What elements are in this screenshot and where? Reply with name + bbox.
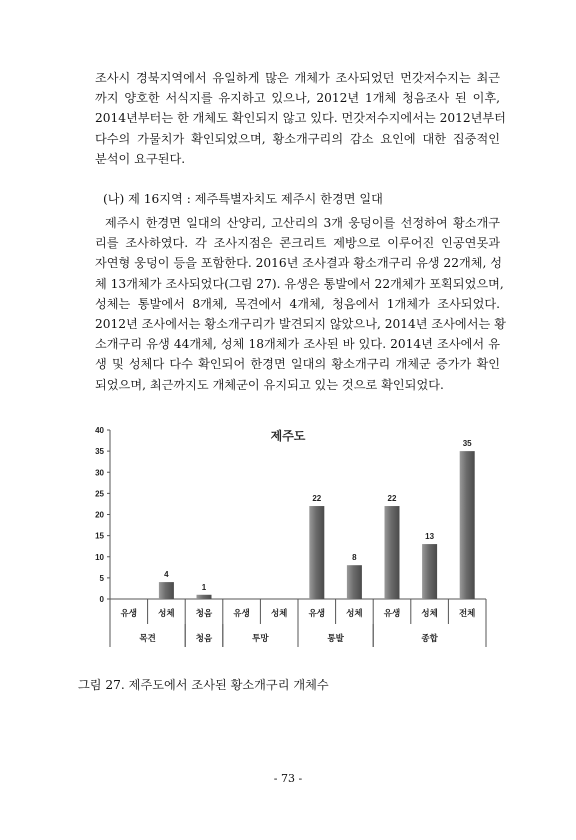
category-label: 성체 bbox=[421, 609, 438, 619]
jeju-bar-chart bbox=[88, 422, 498, 662]
data-label: 1 bbox=[201, 582, 207, 592]
text-line: 조사시 경북지역에서 유일하게 많은 개체가 조사되었던 먼갓저수지는 최근 bbox=[95, 71, 500, 85]
data-label: 13 bbox=[425, 532, 435, 542]
paragraph-jeju bbox=[95, 213, 506, 395]
text-line: 되었으며, 최근까지도 개체군이 유지되고 있는 것으로 확인되었다. bbox=[95, 377, 444, 392]
category-label: 유생 bbox=[120, 609, 138, 619]
y-tick-label: 40 bbox=[95, 426, 104, 435]
y-tick-label: 0 bbox=[99, 595, 104, 604]
bar bbox=[460, 451, 475, 599]
category-label: 성체 bbox=[270, 609, 288, 619]
section-heading: (나) 제 16지역 : 제주특별자치도 제주시 한경면 일대 bbox=[103, 192, 383, 206]
y-tick-label: 5 bbox=[99, 573, 104, 583]
text-line: 리를 조사하였다. 각 조사지점은 콘크리트 제방으로 이루어진 인공연못과 bbox=[95, 236, 500, 251]
category-label: 전체 bbox=[458, 609, 476, 619]
chart-canvas bbox=[88, 422, 498, 662]
text-line: 자연형 웅덩이 등을 포함한다. 2016년 조사결과 황소개구리 유생 22개체, 성 bbox=[95, 256, 503, 271]
text-line: 체 13개체가 조사되었다(그림 27). 유생은 통발에서 22개체가 포획되었으며, bbox=[95, 276, 504, 291]
category-label: 유생 bbox=[383, 609, 401, 619]
text-line: 2012년 조사에서는 황소개구리가 발견되지 않았으나, 2014년 조사에서는 황 bbox=[95, 317, 506, 332]
text-line: 제주시 한경면 일대의 산양리, 고산리의 3개 웅덩이를 선정하여 황소개구 bbox=[105, 216, 500, 230]
bar bbox=[309, 506, 324, 599]
y-tick-label: 35 bbox=[95, 447, 104, 457]
bar bbox=[422, 544, 437, 599]
y-tick-label: 25 bbox=[95, 489, 104, 499]
category-label: 유생 bbox=[233, 609, 250, 619]
bar bbox=[197, 595, 212, 599]
group-label: 목견 bbox=[139, 634, 156, 644]
text-line: 2014년부터는 한 개체도 확인되지 않고 있다. 먼갓저수지에서는 2012년부터 bbox=[95, 111, 506, 126]
text-line: 분석이 요구된다. bbox=[95, 151, 186, 166]
data-label: 22 bbox=[312, 494, 322, 504]
data-label: 8 bbox=[352, 553, 357, 563]
group-label: 투망 bbox=[252, 634, 269, 644]
text-line: 생 및 성체다 다수 확인되어 한경면 일대의 황소개구리 개체군 증가가 확인 bbox=[95, 357, 500, 372]
category-label: 청음 bbox=[195, 609, 213, 619]
data-label: 35 bbox=[462, 439, 472, 449]
text-line: 다수의 가물치가 확인되었으며, 황소개구리의 감소 요인에 대한 집중적인 bbox=[95, 131, 500, 146]
y-tick-label: 30 bbox=[95, 468, 104, 478]
group-label: 청음 bbox=[195, 634, 213, 644]
text-line: 까지 양호한 서식지를 유지하고 있으나, 2012년 1개체 청음조사 된 이후, bbox=[95, 91, 500, 106]
paragraph-gyeongbuk bbox=[95, 68, 506, 169]
category-label: 성체 bbox=[158, 609, 175, 619]
y-tick-label: 20 bbox=[95, 510, 104, 520]
text-line: 소개구리 유생 44개체, 성체 18개체가 조사된 바 있다. 2014년 조사에서 유 bbox=[95, 337, 500, 352]
category-label: 유생 bbox=[308, 609, 326, 619]
category-label: 성체 bbox=[346, 609, 363, 619]
y-tick-label: 15 bbox=[95, 531, 104, 541]
bar bbox=[385, 506, 400, 599]
data-label: 22 bbox=[387, 494, 397, 504]
chart-title: 제주도 bbox=[270, 429, 306, 443]
y-tick-label: 10 bbox=[95, 552, 104, 562]
bar bbox=[347, 565, 362, 599]
text-line: 성체는 통발에서 8개체, 목견에서 4개체, 청음에서 1개체가 조사되었다. bbox=[95, 296, 500, 311]
figure-caption: 그림 27. 제주도에서 조사된 황소개구리 개체수 bbox=[78, 678, 329, 692]
bar bbox=[159, 582, 174, 599]
group-label: 종합 bbox=[421, 634, 438, 644]
page-number: - 73 - bbox=[273, 772, 303, 785]
group-label: 통발 bbox=[327, 634, 344, 644]
data-label: 4 bbox=[164, 570, 169, 580]
